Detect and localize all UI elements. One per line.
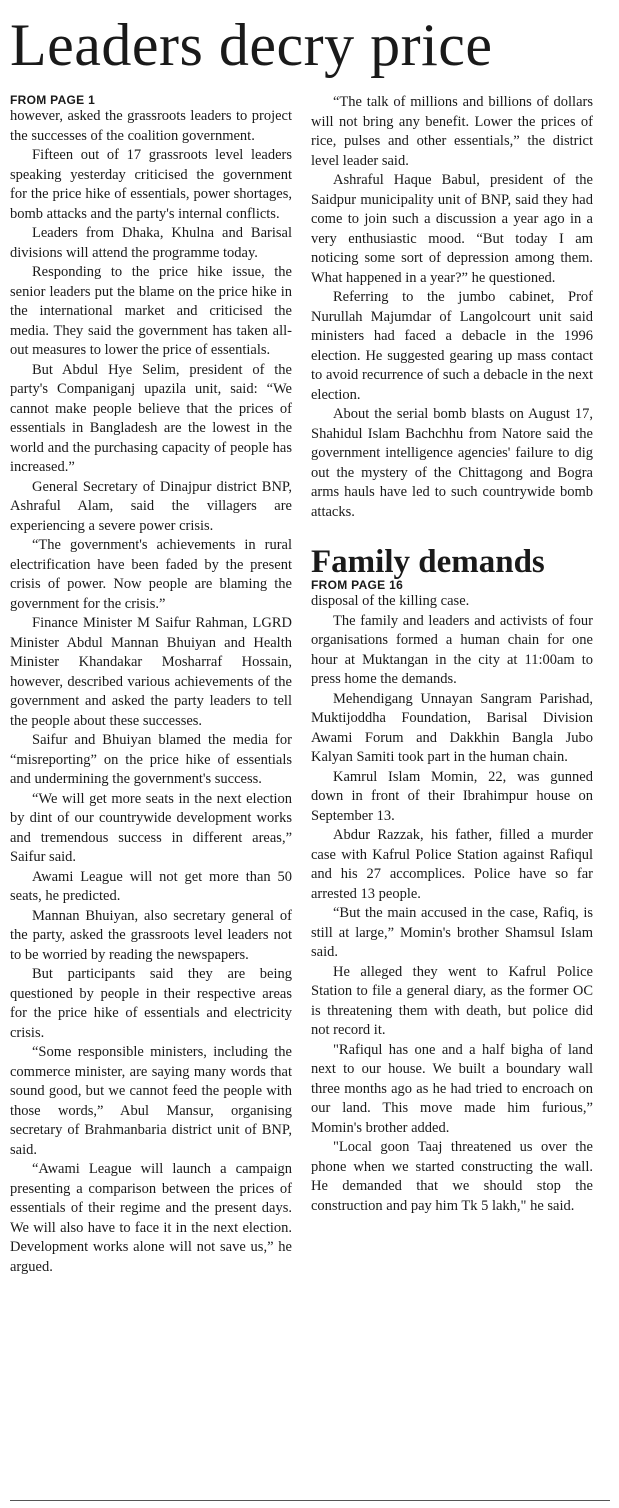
paragraph: however, asked the grassroots leaders to project the successes of the coalition government. <box>10 108 292 144</box>
paragraph: The family and leaders and activists of four organisations formed a human chain for one hour at Muktangan in the city at 11:00am to press home the demands. <box>311 612 593 687</box>
paragraph: He alleged they went to Kafrul Police Station to file a general diary, as the former OC is threatening them with death, but police did not record it. <box>311 963 593 1038</box>
paragraph: “But the main accused in the case, Rafiq, is still at large,” Momin's brother Shamsul Islam said. <box>311 905 593 960</box>
paragraph: Mannan Bhuiyan, also secretary general of the party, asked the grassroots level leaders not to be worried by reading the newspapers. <box>10 907 292 963</box>
paragraph: Saifur and Bhuiyan blamed the media for “misreporting” on the price hike of essentials and undermining the government's success. <box>10 732 292 787</box>
paragraph: "Rafiqul has one and a half bigha of land next to our house. We built a boundary wall three months ago as he had tried to encroach on our land. This move made him furious,” Momin's brother added. <box>311 1041 593 1136</box>
column-left <box>10 93 292 1277</box>
paragraph: Finance Minister M Saifur Rahman, LGRD Minister Abdul Mannan Bhuiyan and Health Minister Khandakar Mosharraf Hossain, however, described various achievements of the government and asked the party leaders to tell the people about these successes. <box>10 615 292 729</box>
paragraph: Abdur Razzak, his father, filled a murder case with Kafrul Police Station against Rafiqul and his 27 accomplices. Police have so far arrested 13 people. <box>311 827 593 902</box>
column-right <box>311 93 593 1216</box>
paragraph: Awami League will not get more than 50 seats, he predicted. <box>10 868 292 904</box>
bottom-rule <box>10 1500 610 1501</box>
paragraph: disposal of the killing case. <box>311 593 470 609</box>
headline: Leaders decry price <box>10 12 493 78</box>
paragraph: Referring to the jumbo cabinet, Prof Nurullah Majumdar of Langolcourt unit said ministers had faced a debacle in the 1996 election. He suggested gearing up mass contact to avoid recurrence of such a debacle in the next election. <box>311 289 593 403</box>
paragraph: “Some responsible ministers, including the commerce minister, are saying many words that sound good, but we cannot feed the people with those words,” Abul Mansur, organising secretary of Brahmanbaria district unit of BNP, said. <box>10 1044 292 1158</box>
paragraph: “We will get more seats in the next election by dint of our countrywide development works and tremendous success in different areas,” Saifur said. <box>10 790 292 865</box>
jump-label: FROM PAGE 1 <box>10 93 96 107</box>
paragraph: Responding to the price hike issue, the senior leaders put the blame on the price hike in the international market and criticised the media. They said the government has taken all-out measures to lower the price of essentials. <box>10 264 292 358</box>
paragraph: “Awami League will launch a campaign presenting a comparison between the prices of essentials of their regime and the present days. We will also have to face it in the next election. Development works alone will not save us,” he argued. <box>10 1161 292 1275</box>
paragraph: But Abdul Hye Selim, president of the party's Companiganj upazila unit, said: “We cannot make people believe that the prices of essentials in Bangladesh are the lowest in the world and the purchasing capacity of people has increased.” <box>10 361 292 475</box>
paragraph: Kamrul Islam Momin, 22, was gunned down in front of their Ibrahimpur house on September 13. <box>311 768 593 824</box>
paragraph: “The government's achievements in rural electrification have been faded by the present crisis of power. Now people are blaming the government for the crisis.” <box>10 537 292 612</box>
paragraph: Ashraful Haque Babul, president of the Saidpur municipality unit of BNP, said they had come to join such a discussion a year ago in a very enthusiastic mood. “But today I am noticing some sort of depression among them. What happened in a year?” he questioned. <box>311 172 593 286</box>
paragraph: Mehendigang Unnayan Sangram Parishad, Muktijoddha Foundation, Barisal Division Awami Forum and Dakkhin Bangla Jubo Kalyan Samiti took part in the human chain. <box>311 690 593 765</box>
paragraph: “The talk of millions and billions of dollars will not bring any benefit. Lower the prices of rice, pulses and other essentials,” the district level leader said. <box>311 94 593 169</box>
paragraph: General Secretary of Dinajpur district BNP, Ashraful Alam, said the villagers are experiencing a severe power crisis. <box>10 478 292 534</box>
paragraph: Fifteen out of 17 grassroots level leaders speaking yesterday criticised the government for the price hike of essentials, power shortages, bomb attacks and the party's internal conflicts. <box>10 147 292 222</box>
jump-label: FROM PAGE 16 <box>311 578 404 592</box>
paragraph: Leaders from Dhaka, Khulna and Barisal divisions will attend the programme today. <box>10 225 292 261</box>
paragraph: About the serial bomb blasts on August 17, Shahidul Islam Bachchhu from Natore said the government intelligence agencies' failure to dig out the mystery of the Chittagong and Bogra arms hauls have led to such countrywide bomb attacks. <box>311 406 593 520</box>
paragraph: But participants said they are being questioned by people in their respective areas for the price hike of essentials and electricity crisis. <box>10 966 292 1041</box>
family-demands-headline: Family demands <box>311 544 545 580</box>
paragraph: "Local goon Taaj threatened us over the phone when we started constructing the wall. He demanded that we should stop the construction and pay him Tk 5 lakh," he said. <box>311 1139 593 1214</box>
